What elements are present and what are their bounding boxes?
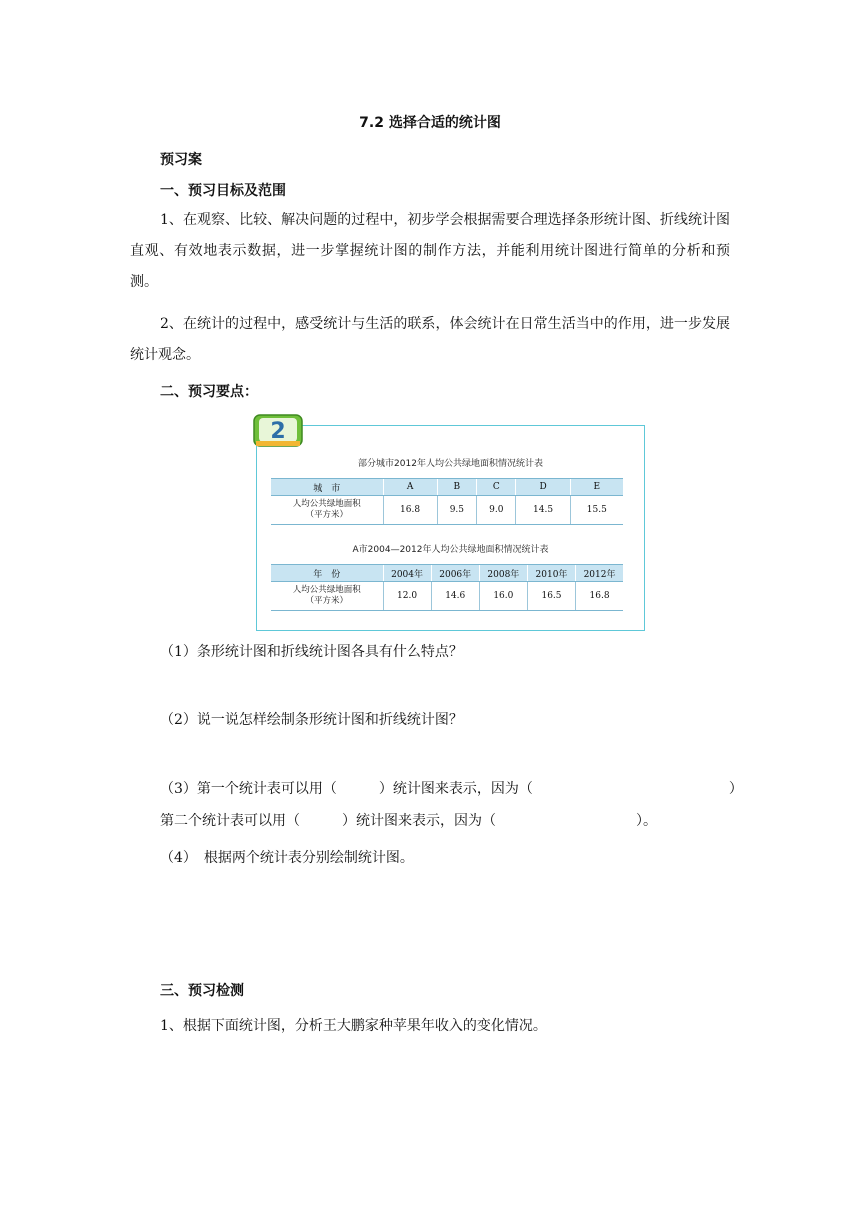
row-label-line1: 人均公共绿地面积 bbox=[292, 499, 361, 509]
question-4: （4） 根据两个统计表分别绘制统计图。 bbox=[160, 850, 414, 866]
table1-cell: 14.5 bbox=[516, 496, 570, 525]
question-1: （1）条形统计图和折线统计图各具有什么特点？ bbox=[160, 644, 463, 660]
table1-cell: 15.5 bbox=[570, 496, 623, 525]
table2-cell: 14.6 bbox=[431, 582, 479, 611]
row-label-line2: （平方米） bbox=[305, 596, 348, 606]
table2-col: 2010年 bbox=[527, 565, 575, 582]
textbook-figure bbox=[256, 419, 645, 631]
heading-check: 三、预习检测 bbox=[160, 983, 244, 999]
paragraph-goal-2: 2、在统计的过程中，感受统计与生活的联系，体会统计在日常生活当中的作用，进一步发展统计观念。 bbox=[130, 316, 730, 363]
question-3b: 第二个统计表可以用（ ）统计图来表示，因为（ ）。 bbox=[160, 813, 657, 829]
table1-cell: 9.0 bbox=[477, 496, 516, 525]
table2-col: 2006年 bbox=[431, 565, 479, 582]
table2-row-label bbox=[271, 582, 383, 611]
table2-col: 2008年 bbox=[479, 565, 527, 582]
table2-header-label: 年 份 bbox=[271, 565, 383, 582]
table1-col: A bbox=[383, 479, 437, 496]
question-3a: （3）第一个统计表可以用（ ）统计图来表示，因为（ ） bbox=[160, 781, 743, 797]
table2-cell: 16.8 bbox=[576, 582, 623, 611]
table1-col: E bbox=[570, 479, 623, 496]
table1-cell: 9.5 bbox=[437, 496, 476, 525]
table1-col: D bbox=[516, 479, 570, 496]
table2-col: 2004年 bbox=[383, 565, 431, 582]
table2 bbox=[271, 564, 623, 611]
heading-goals: 一、预习目标及范围 bbox=[160, 183, 286, 199]
check-question-1: 1、根据下面统计图，分析王大鹏家种苹果年收入的变化情况。 bbox=[160, 1018, 547, 1034]
question-2: （2）说一说怎样绘制条形统计图和折线统计图？ bbox=[160, 712, 463, 728]
page-title: 7.2 选择合适的统计图 bbox=[359, 115, 501, 131]
paragraph-goal-1: 1、在观察、比较、解决问题的过程中，初步学会根据需要合理选择条形统计图、折线统计图直观、有效地表示数据，进一步掌握统计图的制作方法，并能利用统计图进行简单的分析和预测。 bbox=[130, 212, 730, 290]
table1 bbox=[271, 478, 623, 525]
table1-cell: 16.8 bbox=[383, 496, 437, 525]
table1-header-label: 城 市 bbox=[271, 479, 383, 496]
table1-row-label bbox=[271, 496, 383, 525]
table2-cell: 16.0 bbox=[479, 582, 527, 611]
table2-col: 2012年 bbox=[576, 565, 623, 582]
row-label-line1: 人均公共绿地面积 bbox=[292, 585, 361, 595]
badge-number: 2 bbox=[270, 419, 286, 444]
section-label: 预习案 bbox=[160, 152, 202, 168]
table1-col: B bbox=[437, 479, 476, 496]
table1-col: C bbox=[477, 479, 516, 496]
row-label-line2: （平方米） bbox=[305, 510, 348, 520]
table2-title: A市2004—2012年人均公共绿地面积情况统计表 bbox=[352, 545, 549, 555]
heading-key-points: 二、预习要点： bbox=[160, 384, 258, 400]
table1-title: 部分城市2012年人均公共绿地面积情况统计表 bbox=[358, 459, 543, 469]
table2-cell: 16.5 bbox=[527, 582, 575, 611]
badge-icon bbox=[253, 412, 303, 448]
table2-cell: 12.0 bbox=[383, 582, 431, 611]
